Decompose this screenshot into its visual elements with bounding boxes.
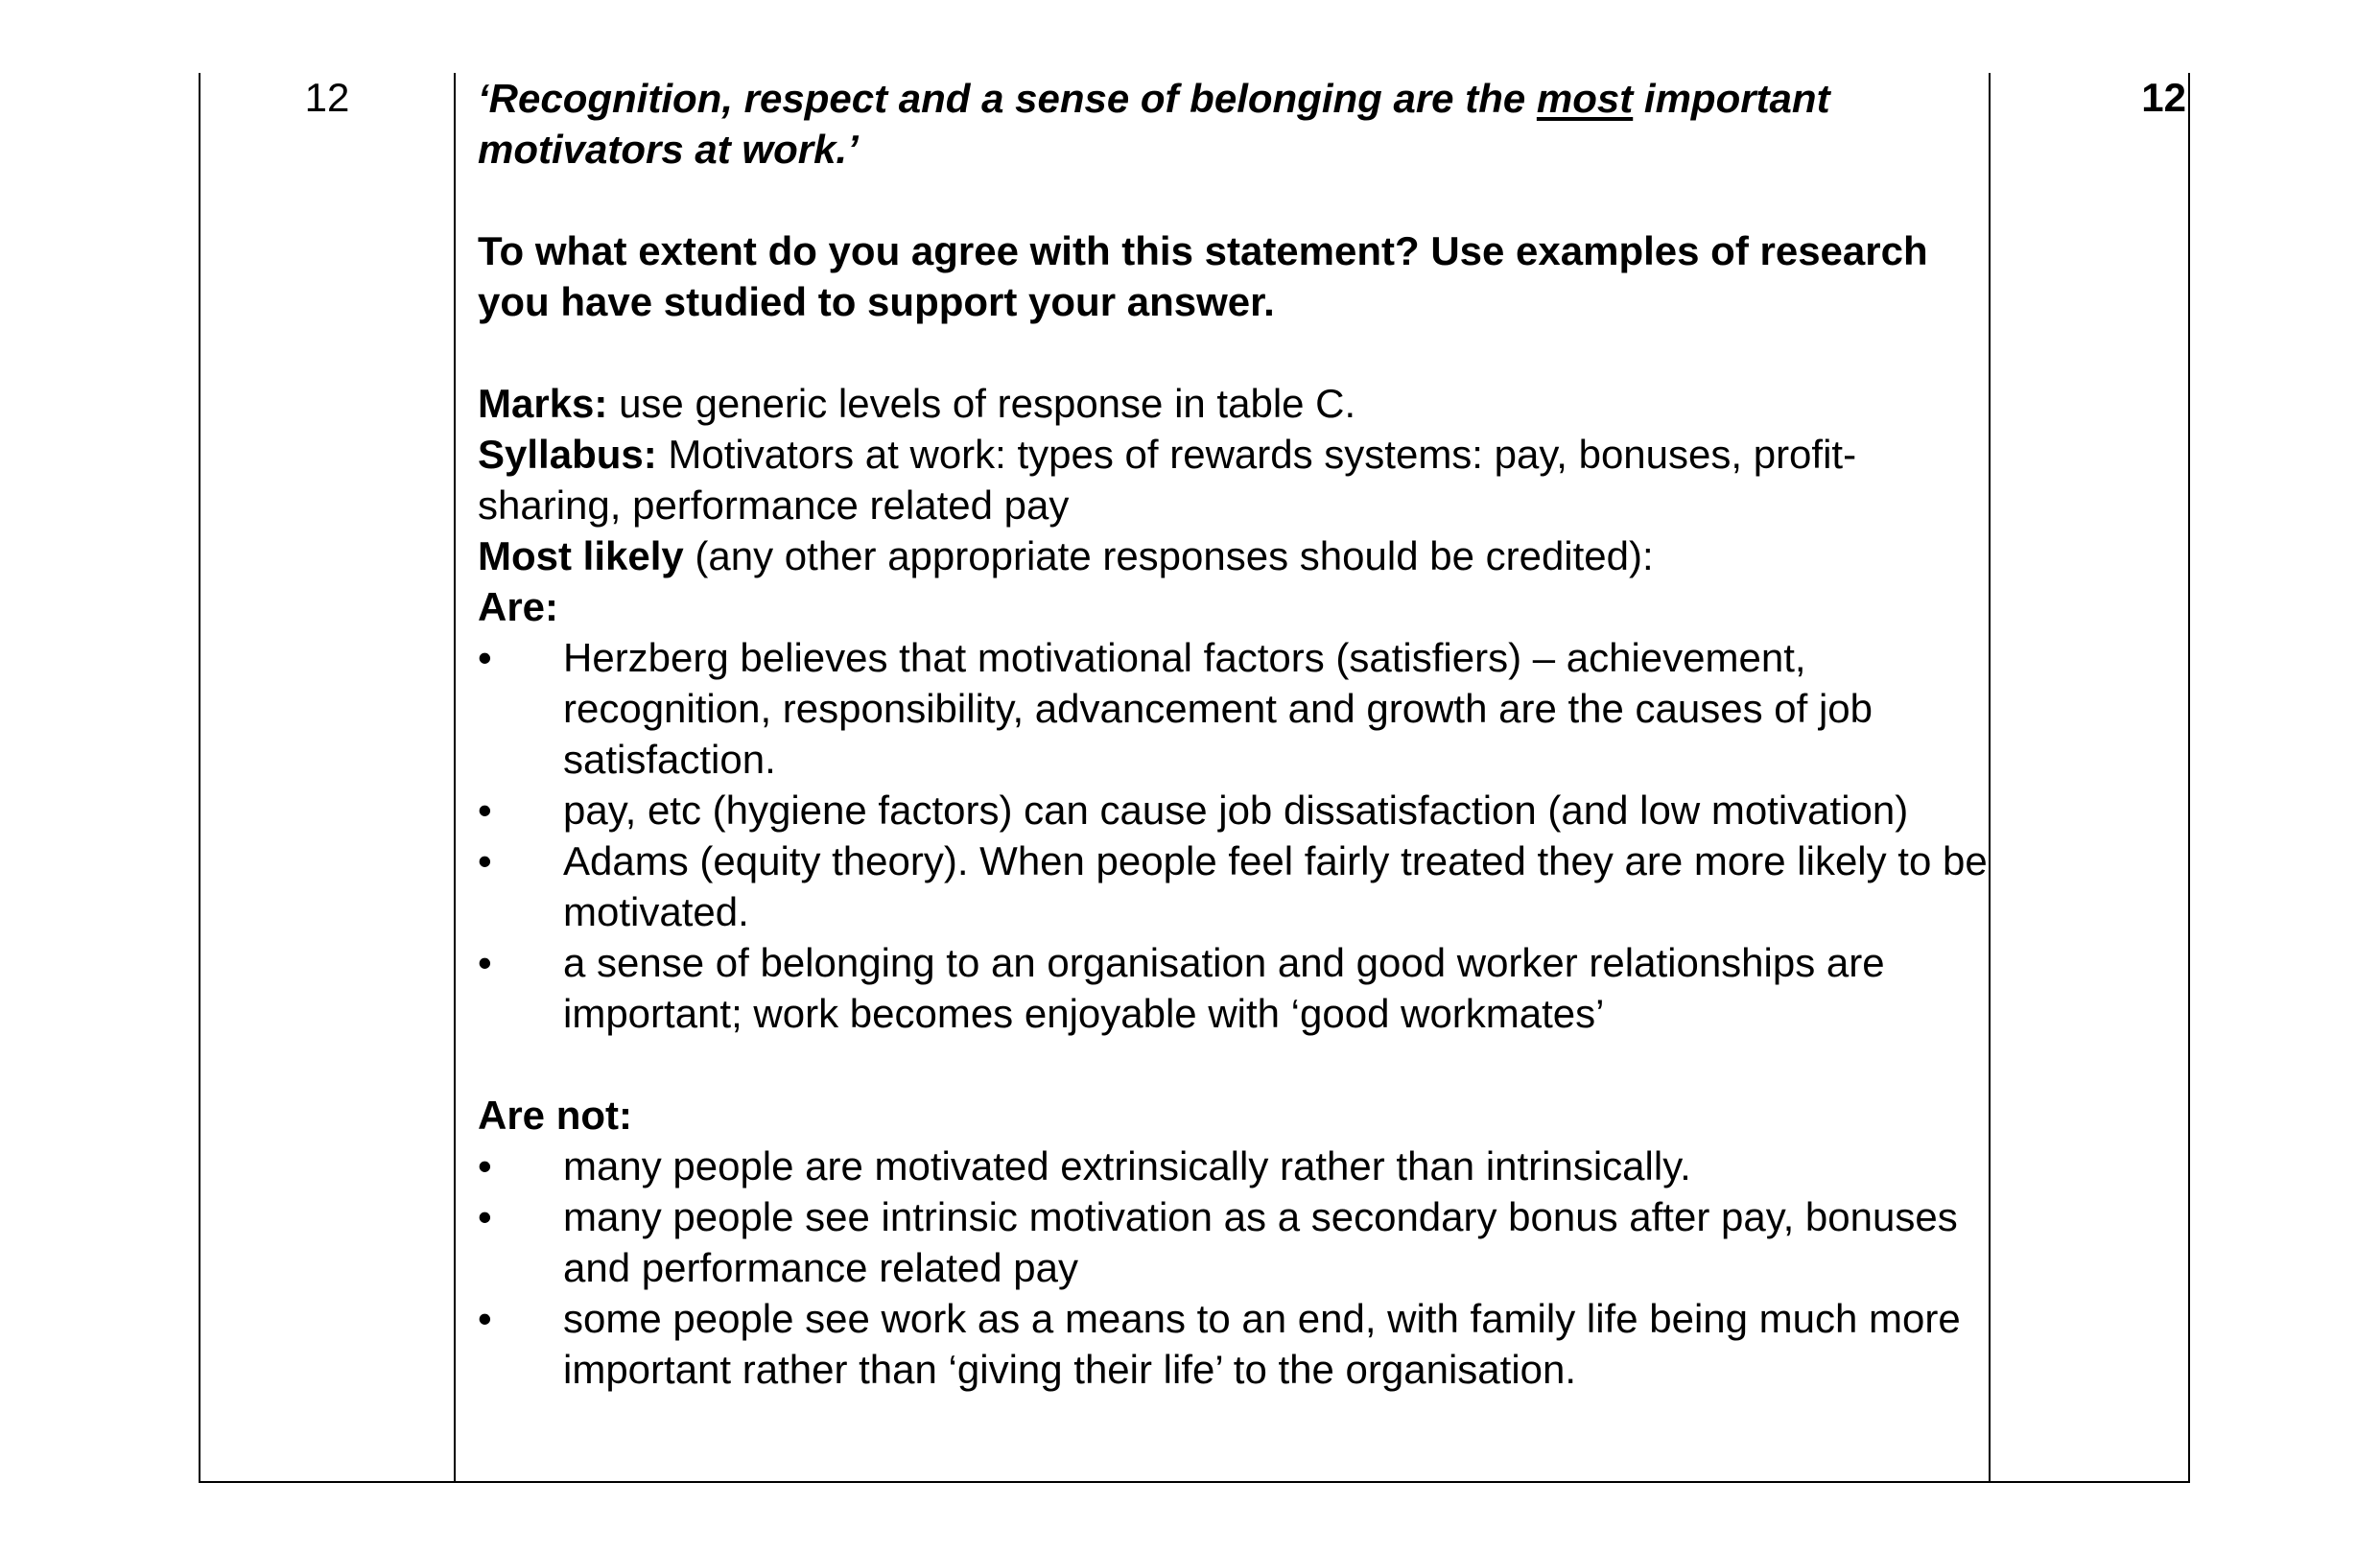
answer-guidance	[478, 73, 1998, 1395]
marks-value: 12	[2141, 75, 2186, 120]
most-likely-label: Most likely	[478, 533, 684, 578]
spacer	[478, 1039, 1998, 1090]
bullet-icon: •	[478, 940, 492, 985]
question-number: 12	[304, 75, 350, 120]
most-likely-text: (any other appropriate responses should be credited):	[683, 533, 1654, 578]
marks-text: use generic levels of response in table C.	[607, 381, 1356, 426]
quote-text-start: ‘Recognition, respect and a sense of belonging are the	[478, 76, 1537, 121]
are-list	[478, 632, 1998, 1039]
are-heading: Are:	[478, 584, 559, 629]
table-border-bottom	[199, 1481, 2190, 1483]
list-item	[478, 835, 1998, 937]
spacer	[478, 327, 1998, 378]
mark-scheme-table	[199, 73, 2190, 1483]
list-item	[478, 1191, 1998, 1293]
list-item-text: some people see work as a means to an end, with family life being much more important rather than ‘giving their life’ to the organisation.	[563, 1296, 1961, 1392]
quote-underlined-word: most	[1536, 76, 1634, 121]
list-item-text: many people are motivated extrinsically rather than intrinsically.	[563, 1143, 1691, 1188]
table-border-right	[2188, 73, 2190, 1483]
syllabus-label: Syllabus:	[478, 432, 657, 477]
bullet-icon: •	[478, 1296, 492, 1341]
list-item-text: Herzberg believes that motivational factors (satisfiers) – achievement, recognition, responsibility, advancement and growth are the causes of job satisfaction.	[563, 635, 1873, 782]
bullet-icon: •	[478, 1143, 492, 1188]
most-likely-line	[478, 530, 1998, 581]
marks-label: Marks:	[478, 381, 608, 426]
bullet-icon: •	[478, 838, 492, 883]
spacer	[478, 175, 1998, 225]
list-item-text: Adams (equity theory). When people feel fairly treated they are more likely to be motivated.	[563, 838, 1988, 934]
list-item-text: many people see intrinsic motivation as a secondary bonus after pay, bonuses and performance related pay	[563, 1194, 1958, 1290]
list-item	[478, 785, 1998, 835]
list-item-text: a sense of belonging to an organisation and good worker relationships are important; work becomes enjoyable with ‘good workmates’	[563, 940, 1885, 1036]
list-item	[478, 1293, 1998, 1395]
bullet-icon: •	[478, 1194, 492, 1239]
question-task: To what extent do you agree with this statement? Use examples of research you have studied to support your answer.	[478, 228, 1928, 324]
question-quote	[478, 73, 1998, 175]
bullet-icon: •	[478, 788, 492, 833]
are-not-list	[478, 1141, 1998, 1395]
column-divider	[454, 73, 456, 1483]
bullet-icon: •	[478, 635, 492, 680]
syllabus-text: Motivators at work: types of rewards systems: pay, bonuses, profit-sharing, performance related pay	[478, 432, 1857, 528]
list-item	[478, 632, 1998, 785]
table-border-left	[199, 73, 200, 1483]
are-not-heading: Are not:	[478, 1093, 632, 1138]
quote-text-end: important motivators at work.’	[478, 76, 1830, 172]
syllabus-line	[478, 429, 1998, 530]
list-item	[478, 937, 1998, 1039]
marks-line	[478, 378, 1998, 429]
list-item-text: pay, etc (hygiene factors) can cause job dissatisfaction (and low motivation)	[563, 788, 1909, 833]
list-item	[478, 1141, 1998, 1191]
